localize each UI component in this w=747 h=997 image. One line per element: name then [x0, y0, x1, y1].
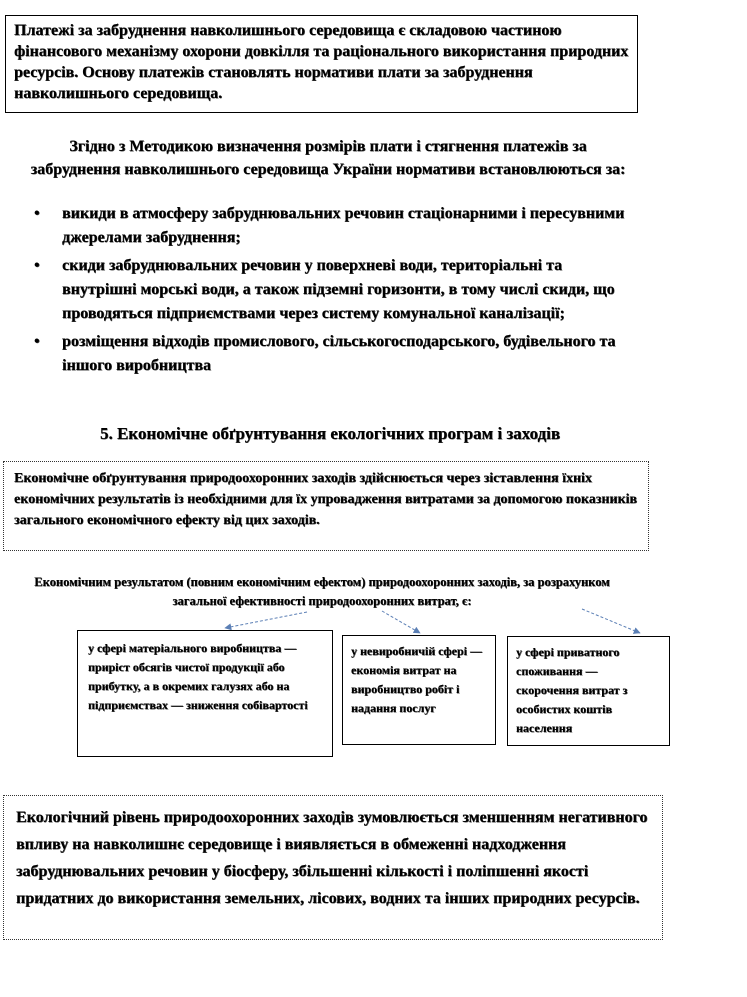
list-item: • скиди забруднювальних речовин у поверхневі води, територіальні та внутрішні морські води, а також підземні горизонти, в тому числі скиди, що проводяться підприємствами через систему комунальної каналізації;: [34, 254, 634, 326]
list-item: • викиди в атмосферу забруднювальних речовин стаціонарними і пересувними джерелами забруднення;: [34, 202, 634, 250]
economic-justification-box: [3, 461, 649, 551]
arrow-to-private-consumption: [582, 609, 640, 633]
economic-justification-bold: Економічне обґрунтування природоохоронних заходів: [14, 471, 356, 486]
list-item: • розміщення відходів промислового, сільськогосподарського, будівельного та іншого виробництва: [34, 330, 634, 378]
private-consumption-box: [507, 636, 670, 746]
private-consumption-text: у сфері приватного споживання — скорочення витрат з особистих коштів населення: [516, 645, 628, 735]
ecological-level-box: [3, 795, 663, 940]
ecological-level-rest: зумовлюється зменшенням негативного впливу на навколишнє середовище і виявляється в обмеженні надходження забруднювальних речовин у біосферу, збільшенні кількості і поліпшенні якості придатних до використання земельних, лісових, водних та інших природних ресурсів.: [16, 809, 648, 907]
economic-result-text: Економічним результатом (повним економічним ефектом) природоохоронних заходів, за розрахунком загальної ефективності природоохоронних витрат, є:: [34, 575, 610, 608]
material-sphere-box: [77, 630, 333, 757]
payments-box: [5, 15, 638, 113]
payments-rest: є складовою частиною фінансового механізму охорони довкілля та раціонального використання природних ресурсів. Основу платежів становлять нормативи плати за забруднення навколишнього середовища.: [14, 22, 629, 102]
material-sphere-text: у сфері матеріального виробництва — приріст обсягів чистої продукції або прибутку, а в окремих галузях або на підприємствах — зниження собівартості: [88, 641, 308, 712]
norms-list: [34, 202, 634, 382]
ecological-level-bold: Екологічний рівень природоохоронних заходів: [16, 809, 354, 826]
arrow-to-material-sphere: [225, 612, 307, 628]
economic-justification-rest: здійснюється через зіставлення їхніх економічних результатів із необхідними для їх упровадження витратами за допомогою показників загального економічного ефекту від цих заходів.: [14, 471, 637, 528]
economic-justification-text: [14, 468, 638, 531]
nonproduction-sphere-box: [342, 635, 496, 745]
intro-text: Згідно з Методикою визначення розмірів плати і стягнення платежів за забруднення навколишнього середовища України нормативи встановлюються за:: [30, 138, 626, 178]
nonproduction-sphere-text: у невиробничій сфері — економія витрат на виробництво робіт і надання послуг: [351, 644, 482, 715]
payments-text: [14, 20, 629, 104]
arrow-to-nonproduction-sphere: [382, 611, 420, 633]
payments-bold: Платежі за забруднення навколишнього середовища: [14, 22, 395, 39]
ecological-level-text: [16, 804, 650, 912]
section-title: 5. Економічне обґрунтування екологічних програм і заходів: [99, 424, 561, 443]
